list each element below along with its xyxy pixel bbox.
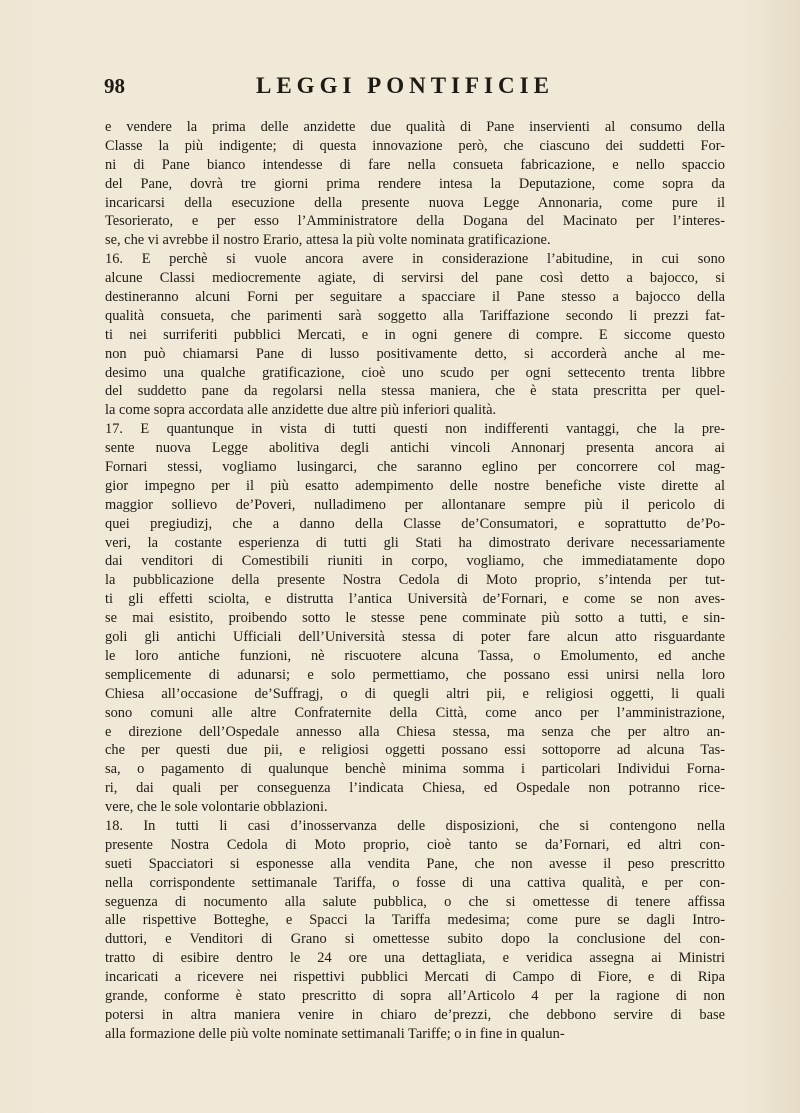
text-line: dai venditori di Comestibili riuniti in corpo, vogliamo, che immediatamente dopo <box>105 553 725 570</box>
text-line: e direzione dell’Ospedale annesso alla Chiesa stessa, ma senza che per altro an- <box>105 723 725 740</box>
text-line: alla formazione delle più volte nominate settimanali Tariffe; o in fine in qualun- <box>105 1025 565 1042</box>
text-line: duttori, e Venditori di Grano si omettesse subito dopo la conclusione del con- <box>105 931 725 948</box>
text-line: ni di Pane bianco intendesse di fare nella consueta fabricazione, e nello spaccio <box>105 156 725 173</box>
text-line: vere, che le sole volontarie obblazioni. <box>105 799 328 816</box>
text-line: alle rispettive Botteghe, e Spacci la Tariffa medesima; come pure se dagli Intro- <box>105 912 725 929</box>
text-line: Tesorierato, e per esso l’Amministratore della Dogana del Macinato per l’interes- <box>105 213 725 230</box>
text-line: nella corrispondente settimanale Tariffa, o fosse di una cattiva qualità, e per con- <box>105 874 725 891</box>
text-line: Chiesa all’occasione de’Suffragj, o di quegli altri pii, e religiosi oggetti, li quali <box>105 685 725 702</box>
text-line: sente nuova Legge abolitiva degli antichi vincoli Annonarj presenta ancora ai <box>105 440 725 457</box>
text-line: che per questi due pii, e religiosi oggetti possano essi sottoporre ad alcuna Tas- <box>105 742 725 759</box>
text-line: ti gli effetti sciolta, e distrutta l’antica Università de’Fornari, e come se non aves- <box>105 591 725 608</box>
text-line: le loro antiche funzioni, nè riscuotere alcuna Tassa, o Emolumento, ed anche <box>105 647 725 664</box>
text-line: alcune Classi mediocremente agiate, di servirsi del pane così detto a bajocco, si <box>105 270 725 287</box>
text-line: seguenza di nocumento alla salute pubblica, o che si omettesse di tenere affissa <box>105 893 725 910</box>
text-line: se mai esistito, proibendo sotto le stesse pene comminate più sotto a tutti, e sin- <box>105 610 725 627</box>
text-line: qualità consueta, che parimenti sarà soggetto alla Tariffazione secondo li prezzi fat- <box>105 307 725 324</box>
text-line: se, che vi avrebbe il nostro Erario, attesa la più volte nominata gratificazione. <box>105 232 551 249</box>
text-line: gior impegno per il più esatto adempimento delle nostre benefiche viste dirette al <box>105 477 725 494</box>
text-line: desimo una qualche gratificazione, cioè uno scudo per ogni settecento trenta libbre <box>105 364 725 381</box>
text-line: 16. E perchè si vuole ancora avere in considerazione l’abitudine, in cui sono <box>105 251 725 268</box>
text-line: tratto di esibire dentro le 24 ore una dettagliata, e veridica assegna ai Ministri <box>105 950 725 967</box>
page-header <box>104 70 724 104</box>
body-text <box>105 118 725 1044</box>
text-line: veri, la costante esperienza di tutti gli Stati ha dimostrato derivare necessariamente <box>105 534 725 551</box>
text-line: sueti Spacciatori si esponesse alla vendita Pane, che non avesse il peso prescritto <box>105 855 725 872</box>
text-line: 18. In tutti li casi d’inosservanza delle disposizioni, che si contengono nella <box>105 817 725 834</box>
text-line: del suddetto pane da regolarsi nella stessa maniera, che è stata prescritta per quel- <box>105 383 725 400</box>
page-number: 98 <box>104 74 125 98</box>
text-line: incaricati a ricevere nei rispettivi pubblici Mercati di Campo di Fiore, e di Ripa <box>105 969 725 986</box>
text-line: grande, conforme è stato prescritto di sopra all’Articolo 4 per la ragione di non <box>105 987 725 1004</box>
text-line: sa, o pagamento di qualunque benchè minima somma i particolari Individui Forna- <box>105 761 725 778</box>
text-line: la pubblicazione della presente Nostra Cedola di Moto proprio, s’intenda per tut- <box>105 572 725 589</box>
running-head: LEGGI PONTIFICIE <box>256 73 554 98</box>
text-line: Classe la più indigente; di questa innovazione però, che ciascuno dei suddetti For- <box>105 137 725 154</box>
text-line: destineranno alcuni Forni per seguitare a spacciare il Pane stesso a bajocco della <box>105 289 725 306</box>
text-line: ti nei surriferiti pubblici Mercati, e in ogni genere di compre. E siccome questo <box>105 326 725 343</box>
text-line: sono comuni alle altre Confraternite della Città, come anco per l’amministrazione, <box>105 704 725 721</box>
text-line: e vendere la prima delle anzidette due qualità di Pane inservienti al consumo della <box>105 119 725 135</box>
text-line: non può chiamarsi Pane di lusso positivamente detto, si accorderà anche al me- <box>105 345 725 362</box>
text-line: del Pane, dovrà tre giorni prima rendere intesa la Deputazione, come sopra da <box>105 175 725 192</box>
text-line: la come sopra accordata alle anzidette due altre più inferiori qualità. <box>105 402 497 419</box>
text-line: Fornari stessi, vogliamo lusingarci, che saranno eglino per concorrere col mag- <box>105 459 725 476</box>
text-line: 17. E quantunque in vista di tutti questi non indifferenti vantaggi, che la pre- <box>105 421 725 438</box>
text-line: potersi in altra maniera venire in chiaro de’prezzi, che debbono servire di base <box>105 1006 725 1023</box>
text-line: quei pregiudizj, che a danno della Classe de’Consumatori, e soprattutto de’Po- <box>105 515 725 532</box>
text-line: maggior sollievo de’Poveri, nulladimeno per allontanare sempre più il pericolo di <box>105 496 725 513</box>
text-line: goli gli antichi Ufficiali dell’Università stessa di poter fare alcun atto risguardante <box>105 629 725 646</box>
text-line: incaricarsi della esecuzione della presente nuova Legge Annonaria, come pure il <box>105 194 725 211</box>
text-line: semplicemente di adunarsi; e solo permettiamo, che possano essi unirsi nella loro <box>105 666 725 683</box>
text-line: presente Nostra Cedola di Moto proprio, cioè tanto se da’Fornari, ed altri con- <box>105 836 725 853</box>
text-line: ri, dai quali per conseguenza l’indicata Chiesa, ed Ospedale non potranno rice- <box>105 780 725 797</box>
